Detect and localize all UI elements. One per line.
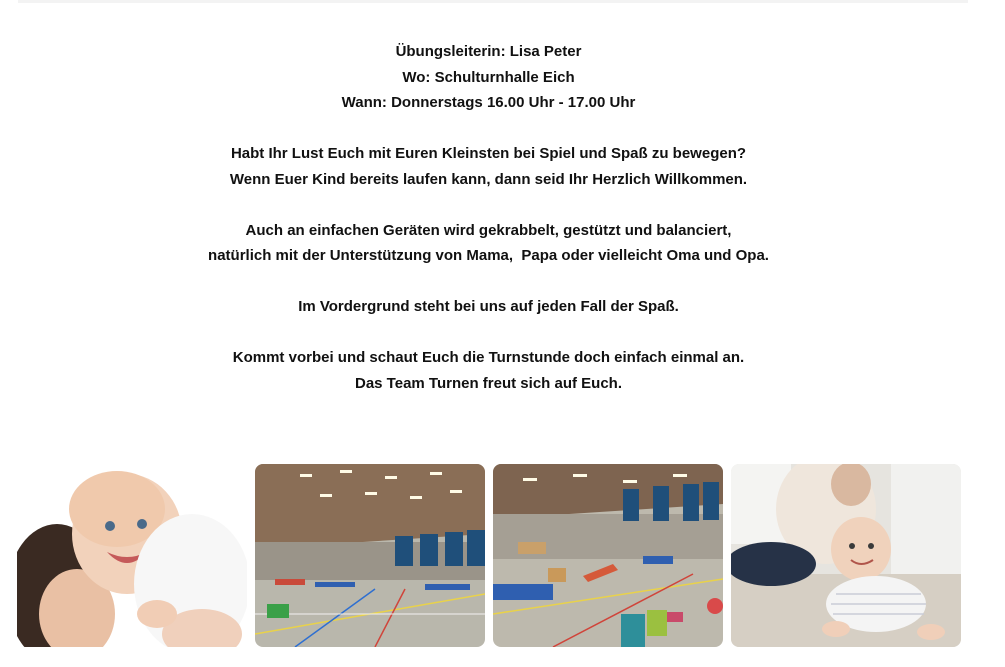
instructor-line: Übungsleiterin: Lisa Peter xyxy=(395,43,582,60)
paragraph-line: Das Team Turnen freut sich auf Euch. xyxy=(355,374,622,392)
paragraph-line: Kommt vorbei und schaut Euch die Turnstunde doch einfach einmal an. xyxy=(232,349,745,366)
gym-hall-equipment-photo[interactable] xyxy=(493,464,723,647)
header-divider xyxy=(18,0,968,3)
photo-gallery xyxy=(17,464,962,647)
gym-hall-photo[interactable] xyxy=(255,464,485,647)
paragraph-line: Auch an einfachen Geräten wird gekrabbelt, gestützt und balanciert, xyxy=(245,221,732,239)
spacer xyxy=(0,116,977,142)
paragraph-line: Habt Ihr Lust Euch mit Euren Kleinsten bei Spiel und Spaß zu bewegen? xyxy=(230,145,747,162)
paragraph-line: Wenn Euer Kind bereits laufen kann, dann seid Ihr Herzlich Willkommen. xyxy=(229,170,748,188)
course-description xyxy=(0,39,977,396)
time-line: Wann: Donnerstags 16.00 Uhr - 17.00 Uhr xyxy=(341,94,636,111)
paragraph-line: Im Vordergrund steht bei uns auf jeden Fall der Spaß. xyxy=(298,298,679,315)
paragraph-line: natürlich mit der Unterstützung von Mama, Papa oder vielleicht Oma und Opa. xyxy=(208,247,769,264)
location-line: Wo: Schulturnhalle Eich xyxy=(402,68,575,86)
mother-kissing-baby-photo[interactable] xyxy=(17,464,247,647)
spacer xyxy=(0,320,977,346)
spacer xyxy=(0,192,977,218)
crawling-baby-photo[interactable] xyxy=(731,464,961,647)
spacer xyxy=(0,269,977,295)
